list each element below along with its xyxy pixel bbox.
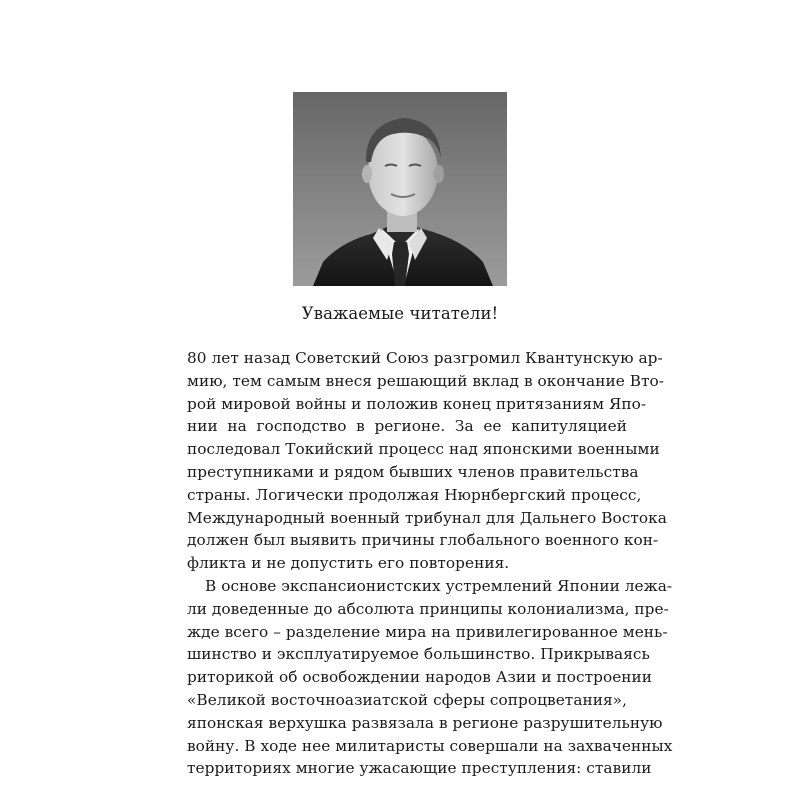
text-line: шинство и эксплуатируемое большинство. Прикрываясь bbox=[187, 645, 650, 664]
text-line: фликта и не допустить его повторения. bbox=[187, 554, 510, 573]
text-line: преступниками и рядом бывших членов правительства bbox=[187, 462, 639, 481]
text-line: риторикой об освобождении народов Азии и построении bbox=[187, 668, 653, 687]
body-text bbox=[187, 347, 673, 780]
text-line: жде всего – разделение мира на привилегированное мень- bbox=[187, 622, 668, 641]
text-line: территориях многие ужасающие преступления: ставили bbox=[187, 759, 652, 778]
portrait-photo bbox=[293, 92, 507, 286]
text-line: японская верхушка развязала в регионе разрушительную bbox=[187, 713, 663, 732]
text-line: 80 лет назад Советский Союз разгромил Квантунскую ар- bbox=[187, 349, 663, 367]
text-line: мию, тем самым внеся решающий вклад в окончание Вто- bbox=[187, 371, 665, 390]
paragraph-1 bbox=[187, 347, 667, 575]
text-line: должен был выявить причины глобального военного кон- bbox=[187, 531, 659, 550]
paragraph-2 bbox=[187, 575, 673, 780]
text-line: «Великой восточноазиатской сферы сопроцветания», bbox=[187, 690, 627, 709]
text-line: страны. Логически продолжая Нюрнбергский процесс, bbox=[187, 485, 642, 504]
text-line: рой мировой войны и положив конец притязаниям Япо- bbox=[187, 394, 647, 413]
text-line: последовал Токийский процесс над японскими военными bbox=[187, 440, 660, 459]
salutation-heading: Уважаемые читатели! bbox=[301, 304, 499, 323]
text-line: нии на господство в регионе. За ее капитуляцией bbox=[187, 417, 627, 436]
text-line: Международный военный трибунал для Дальнего Востока bbox=[187, 508, 667, 527]
text-line: войну. В ходе нее милитаристы совершали на захваченных bbox=[187, 736, 673, 755]
text-line: В основе экспансионистских устремлений Японии лежа- bbox=[205, 576, 673, 595]
text-line: ли доведенные до абсолюта принципы колониализма, пре- bbox=[187, 599, 669, 618]
